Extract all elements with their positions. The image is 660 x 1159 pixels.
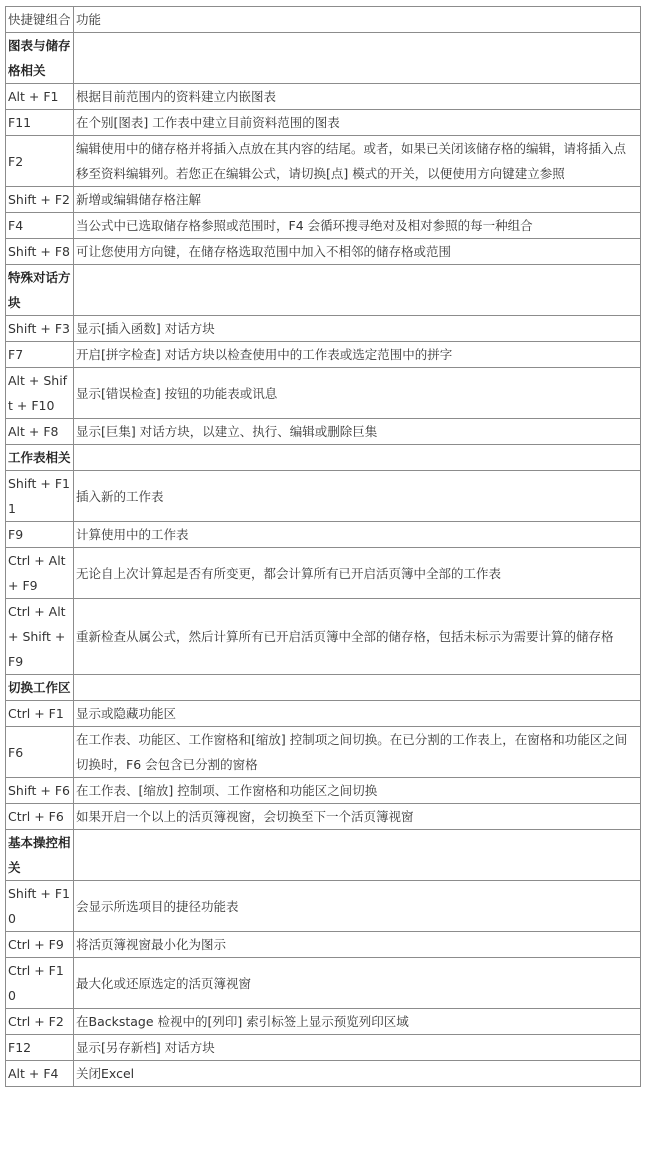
- section-row: [6, 675, 641, 701]
- section-title: 图表与储存格相关: [6, 33, 74, 84]
- shortcut-key: Ctrl + F9: [6, 932, 74, 958]
- table-row: [6, 213, 641, 239]
- shortcut-key: F11: [6, 110, 74, 136]
- section-row: [6, 33, 641, 84]
- table-row: [6, 419, 641, 445]
- table-row: [6, 84, 641, 110]
- shortcut-key: Shift + F2: [6, 187, 74, 213]
- section-empty-cell: [74, 33, 641, 84]
- shortcut-function: 在工作表、[缩放] 控制项、工作窗格和功能区之间切换: [74, 778, 641, 804]
- shortcut-function: 新增或编辑储存格注解: [74, 187, 641, 213]
- section-row: [6, 445, 641, 471]
- table-row: [6, 958, 641, 1009]
- table-row: [6, 471, 641, 522]
- table-row: [6, 136, 641, 187]
- section-title: 切换工作区: [6, 675, 74, 701]
- section-title: 工作表相关: [6, 445, 74, 471]
- shortcut-function: 重新检查从属公式，然后计算所有已开启活页簿中全部的储存格，包括未标示为需要计算的储存格: [74, 599, 641, 675]
- shortcut-function: 显示[另存新档] 对话方块: [74, 1035, 641, 1061]
- table-row: [6, 522, 641, 548]
- table-row: [6, 1009, 641, 1035]
- shortcut-key: F4: [6, 213, 74, 239]
- table-row: [6, 1035, 641, 1061]
- shortcut-function: 显示[插入函数] 对话方块: [74, 316, 641, 342]
- shortcut-key: Shift + F11: [6, 471, 74, 522]
- shortcut-function: 根据目前范围内的资料建立内嵌图表: [74, 84, 641, 110]
- shortcut-function: 可让您使用方向键，在储存格选取范围中加入不相邻的储存格或范围: [74, 239, 641, 265]
- table-row: [6, 701, 641, 727]
- shortcut-function: 在工作表、功能区、工作窗格和[缩放] 控制项之间切换。在已分割的工作表上，在窗格和功能区之间切换时，F6 会包含已分割的窗格: [74, 727, 641, 778]
- shortcut-key: F12: [6, 1035, 74, 1061]
- section-empty-cell: [74, 675, 641, 701]
- shortcut-function: 开启[拼字检查] 对话方块以检查使用中的工作表或选定范围中的拼字: [74, 342, 641, 368]
- table-row: [6, 316, 641, 342]
- shortcut-key: Ctrl + Alt + Shift + F9: [6, 599, 74, 675]
- shortcut-function: 显示[巨集] 对话方块，以建立、执行、编辑或删除巨集: [74, 419, 641, 445]
- table-row: [6, 342, 641, 368]
- table-row: [6, 110, 641, 136]
- shortcut-key: Shift + F6: [6, 778, 74, 804]
- shortcut-key: Shift + F3: [6, 316, 74, 342]
- shortcut-key: F9: [6, 522, 74, 548]
- shortcut-key: Ctrl + F10: [6, 958, 74, 1009]
- table-row: [6, 727, 641, 778]
- header-function: 功能: [74, 7, 641, 33]
- table-row: [6, 368, 641, 419]
- section-row: [6, 830, 641, 881]
- shortcut-function: 在Backstage 检视中的[列印] 索引标签上显示预览列印区域: [74, 1009, 641, 1035]
- shortcut-key: Ctrl + F2: [6, 1009, 74, 1035]
- shortcut-function: 如果开启一个以上的活页簿视窗，会切换至下一个活页簿视窗: [74, 804, 641, 830]
- shortcut-key: Alt + F1: [6, 84, 74, 110]
- shortcut-key: Ctrl + F1: [6, 701, 74, 727]
- shortcut-key: Ctrl + Alt + F9: [6, 548, 74, 599]
- table-header-row: [6, 7, 641, 33]
- shortcut-key: Shift + F10: [6, 881, 74, 932]
- shortcut-key: Alt + F4: [6, 1061, 74, 1087]
- shortcut-function: 在个别[图表] 工作表中建立目前资料范围的图表: [74, 110, 641, 136]
- shortcut-function: 关闭Excel: [74, 1061, 641, 1087]
- section-title: 基本操控相关: [6, 830, 74, 881]
- shortcut-key: Shift + F8: [6, 239, 74, 265]
- shortcut-function: 计算使用中的工作表: [74, 522, 641, 548]
- shortcut-function: 最大化或还原选定的活页簿视窗: [74, 958, 641, 1009]
- section-empty-cell: [74, 830, 641, 881]
- shortcut-key: F6: [6, 727, 74, 778]
- table-row: [6, 599, 641, 675]
- shortcut-table-body: [6, 7, 641, 1087]
- table-row: [6, 778, 641, 804]
- table-row: [6, 1061, 641, 1087]
- table-row: [6, 881, 641, 932]
- table-row: [6, 548, 641, 599]
- section-empty-cell: [74, 445, 641, 471]
- shortcut-function: 会显示所选项目的捷径功能表: [74, 881, 641, 932]
- shortcut-key: Alt + Shift + F10: [6, 368, 74, 419]
- shortcut-function: 将活页簿视窗最小化为图示: [74, 932, 641, 958]
- section-title: 特殊对话方块: [6, 265, 74, 316]
- table-row: [6, 932, 641, 958]
- shortcut-function: 编辑使用中的储存格并将插入点放在其内容的结尾。或者，如果已关闭该储存格的编辑，请将插入点移至资料编辑列。若您正在编辑公式，请切换[点] 模式的开关，以便使用方向键建立参照: [74, 136, 641, 187]
- section-empty-cell: [74, 265, 641, 316]
- shortcut-key: Ctrl + F6: [6, 804, 74, 830]
- shortcut-key: F2: [6, 136, 74, 187]
- shortcut-function: 显示[错误检查] 按钮的功能表或讯息: [74, 368, 641, 419]
- table-row: [6, 239, 641, 265]
- header-shortcut: 快捷键组合: [6, 7, 74, 33]
- shortcut-function: 插入新的工作表: [74, 471, 641, 522]
- table-row: [6, 804, 641, 830]
- shortcut-function: 当公式中已选取储存格参照或范围时，F4 会循环搜寻绝对及相对参照的每一种组合: [74, 213, 641, 239]
- shortcut-function: 显示或隐藏功能区: [74, 701, 641, 727]
- shortcut-key: F7: [6, 342, 74, 368]
- shortcut-function: 无论自上次计算起是否有所变更，都会计算所有已开启活页簿中全部的工作表: [74, 548, 641, 599]
- shortcut-table: [5, 6, 641, 1087]
- table-row: [6, 187, 641, 213]
- shortcut-key: Alt + F8: [6, 419, 74, 445]
- section-row: [6, 265, 641, 316]
